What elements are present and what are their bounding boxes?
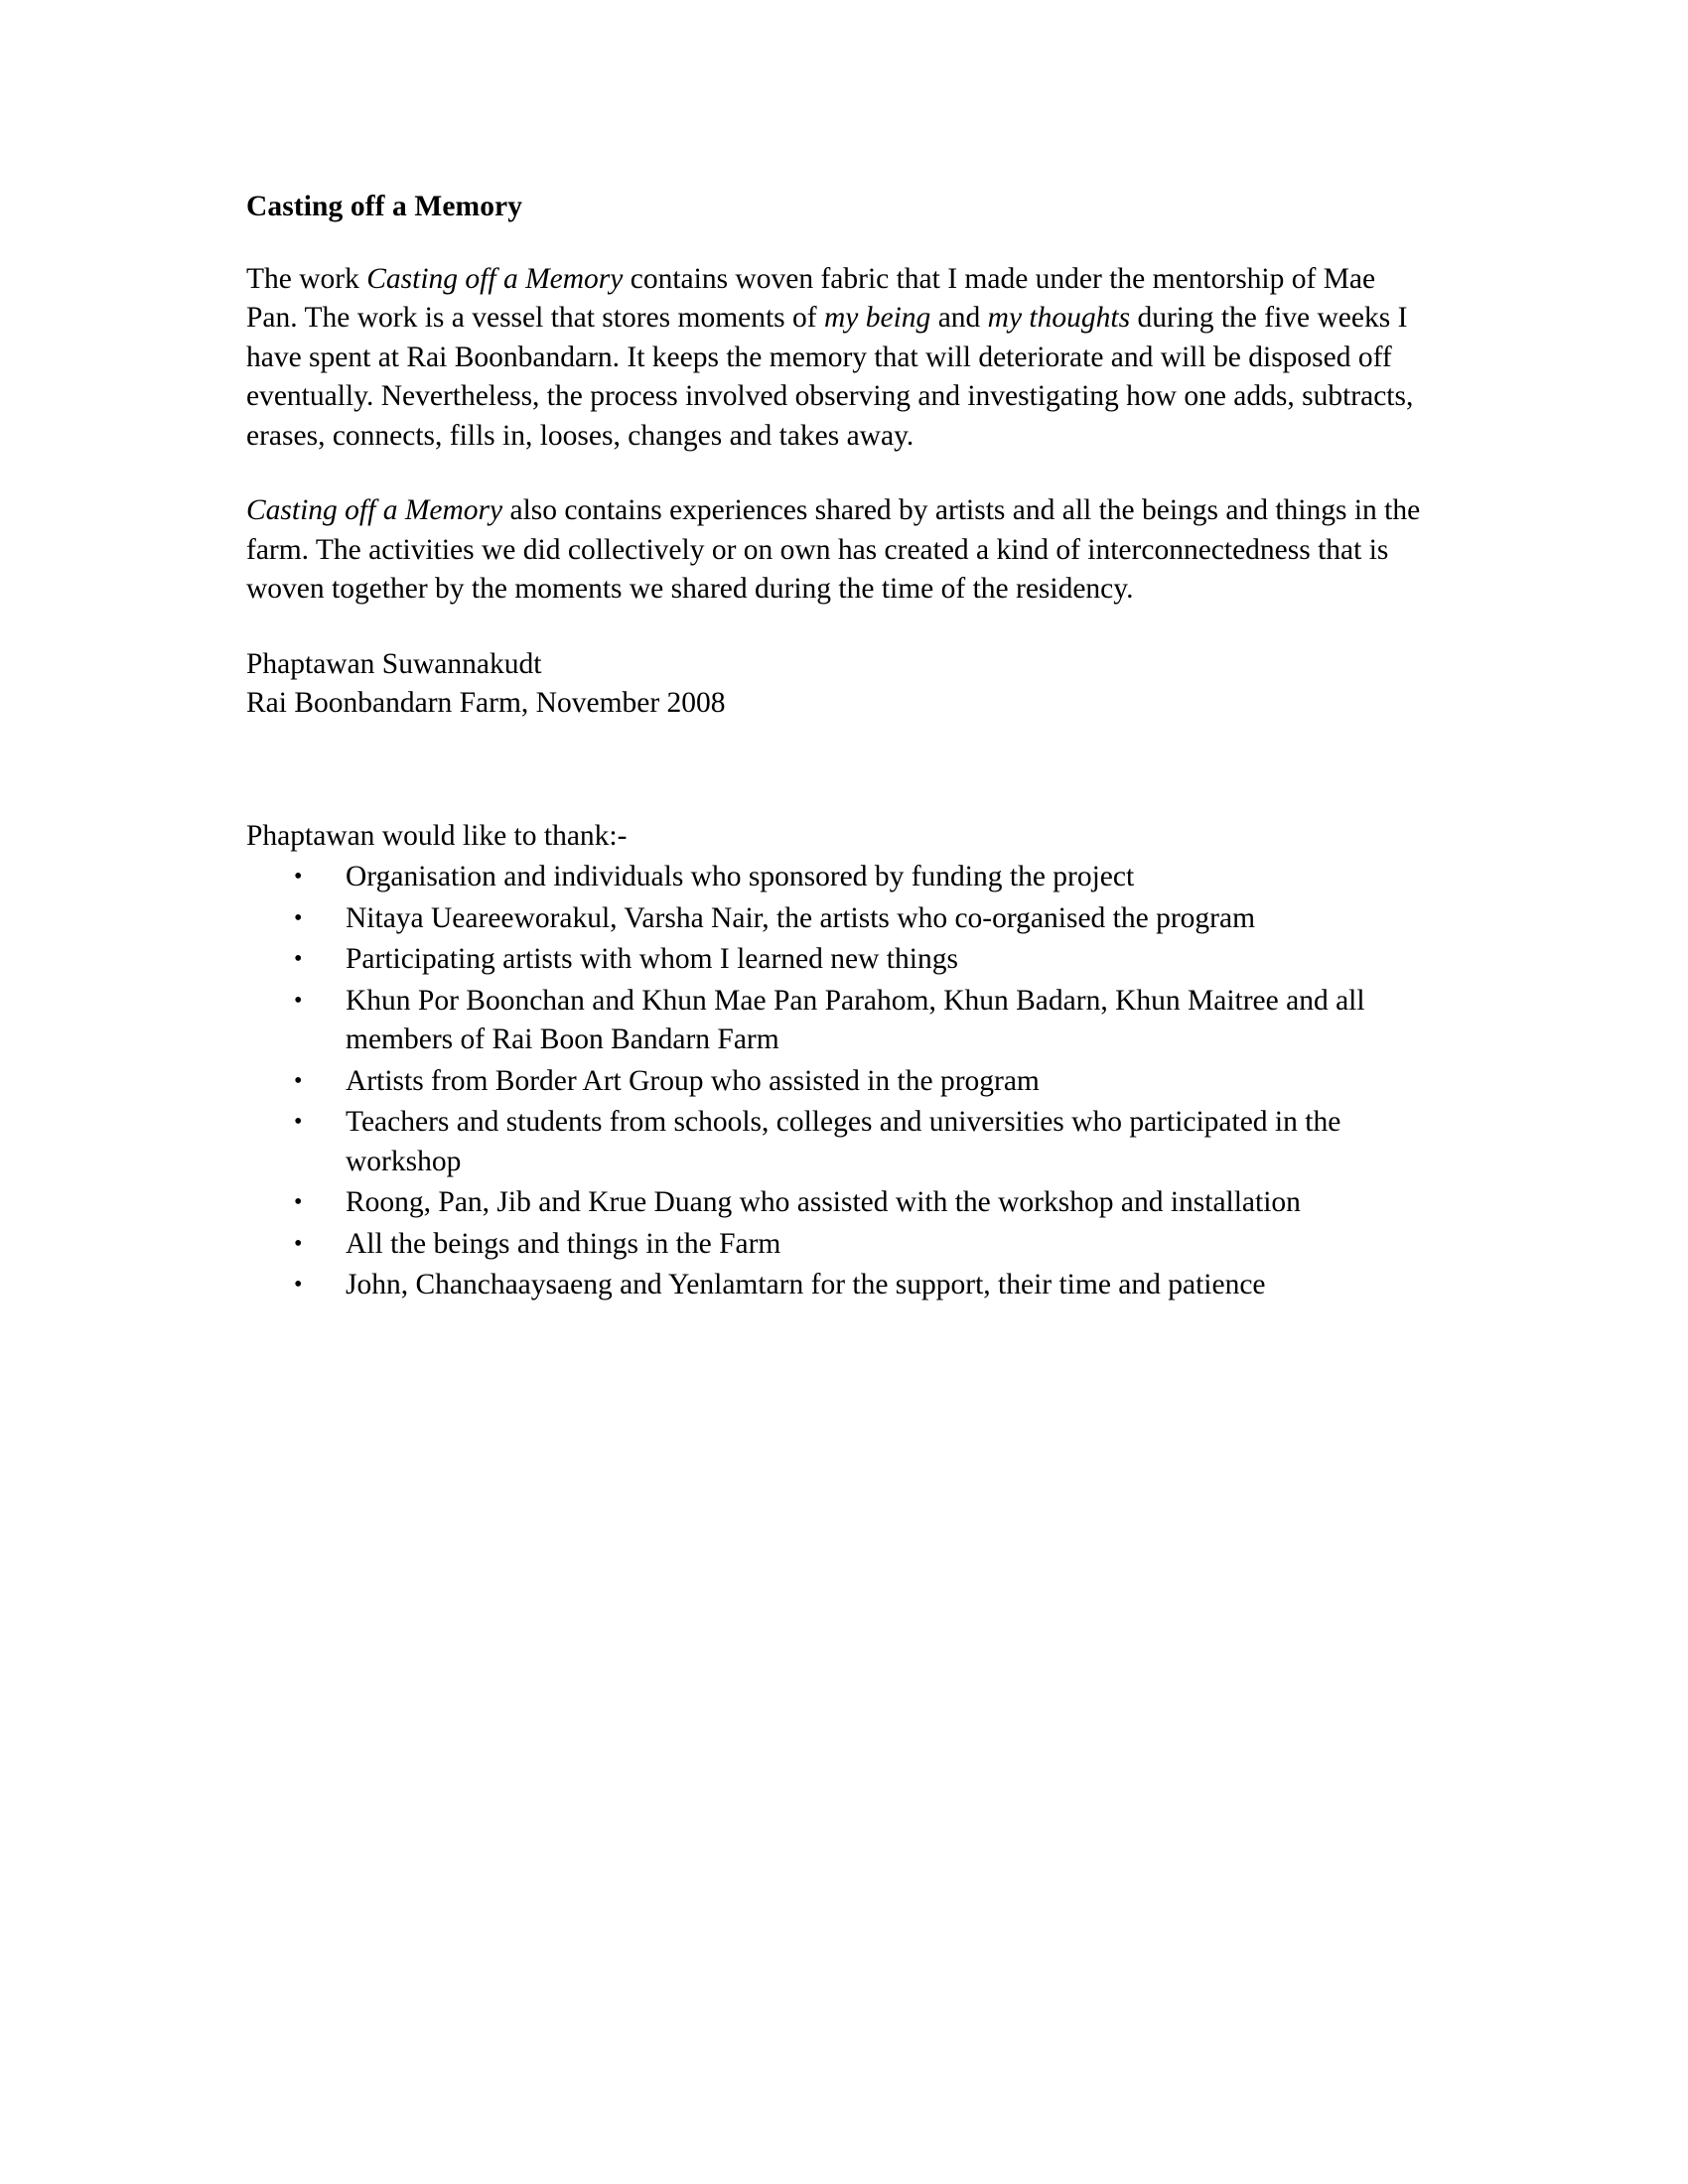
- text-run: The work: [246, 262, 367, 295]
- list-item-label: Organisation and individuals who sponsored by funding the project: [346, 861, 1135, 893]
- list-item: [246, 1225, 1428, 1265]
- list-item: [246, 899, 1428, 939]
- acknowledgements-intro: Phaptawan would like to thank:-: [246, 819, 628, 852]
- document-body: [246, 189, 1428, 1307]
- list-item-label: Roong, Pan, Jib and Krue Duang who assisted with the workshop and installation: [346, 1186, 1301, 1219]
- emphasis-run: my being: [824, 302, 931, 335]
- text-run: during the five weeks I have spent at Rai Boonbandarn. It keeps the memory that will deteriorate and will be disposed off eventually. Nevertheless, the process involved observing and investigating how one adds, subtracts, erases, connects, fills in, looses, changes and takes away.: [246, 302, 1414, 452]
- text-run: also contains experiences shared by artists and all the beings and things in the farm. The activities we did collectively or on own has created a kind of interconnectedness that is woven together by the moments we shared during the time of the residency.: [246, 494, 1421, 606]
- list-item: [246, 1266, 1428, 1305]
- list-item: [246, 1103, 1428, 1181]
- bullet-icon: •: [294, 946, 303, 973]
- bullet-icon: •: [294, 1109, 303, 1136]
- emphasis-run: Casting off a Memory: [246, 494, 503, 527]
- paragraph-1: [246, 260, 1428, 457]
- list-item: [246, 1062, 1428, 1102]
- section-spacer: [246, 759, 1428, 817]
- list-item-label: Participating artists with whom I learned new things: [346, 943, 958, 976]
- text-run: and: [930, 302, 988, 335]
- list-item-label: John, Chanchaaysaeng and Yenlamtarn for the support, their time and patience: [346, 1269, 1266, 1301]
- emphasis-run: my thoughts: [987, 302, 1131, 335]
- text-run: contains woven fabric that I made under the mentorship of Mae Pan. The work is a vessel that stores moments of: [246, 262, 1376, 335]
- acknowledgements-list: [246, 858, 1428, 1305]
- list-item: [246, 858, 1428, 897]
- paragraph-2: [246, 491, 1428, 610]
- bullet-icon: •: [294, 1272, 303, 1298]
- list-item: [246, 982, 1428, 1060]
- signature-place-date: Rai Boonbandarn Farm, November 2008: [246, 687, 726, 720]
- list-item: [246, 940, 1428, 980]
- signature-author: Phaptawan Suwannakudt: [246, 647, 542, 680]
- bullet-icon: •: [294, 1230, 303, 1257]
- signature-block: [246, 645, 1428, 724]
- bullet-icon: •: [294, 864, 303, 890]
- list-item-label: Khun Por Boonchan and Khun Mae Pan Parahom, Khun Badarn, Khun Maitree and all members of Rai Boon Bandarn Farm: [346, 984, 1365, 1056]
- list-item-label: Artists from Border Art Group who assisted in the program: [346, 1064, 1040, 1097]
- bullet-icon: •: [294, 987, 303, 1014]
- emphasis-run: Casting off a Memory: [366, 262, 624, 295]
- bullet-icon: •: [294, 1189, 303, 1216]
- bullet-icon: •: [294, 904, 303, 931]
- list-item: [246, 1183, 1428, 1223]
- list-item-label: Nitaya Ueareeworakul, Varsha Nair, the artists who co-organised the program: [346, 901, 1256, 934]
- list-item-label: Teachers and students from schools, colleges and universities who participated in the workshop: [346, 1106, 1341, 1177]
- page-title: Casting off a Memory: [246, 191, 523, 222]
- bullet-icon: •: [294, 1067, 303, 1094]
- list-item-label: All the beings and things in the Farm: [346, 1227, 781, 1260]
